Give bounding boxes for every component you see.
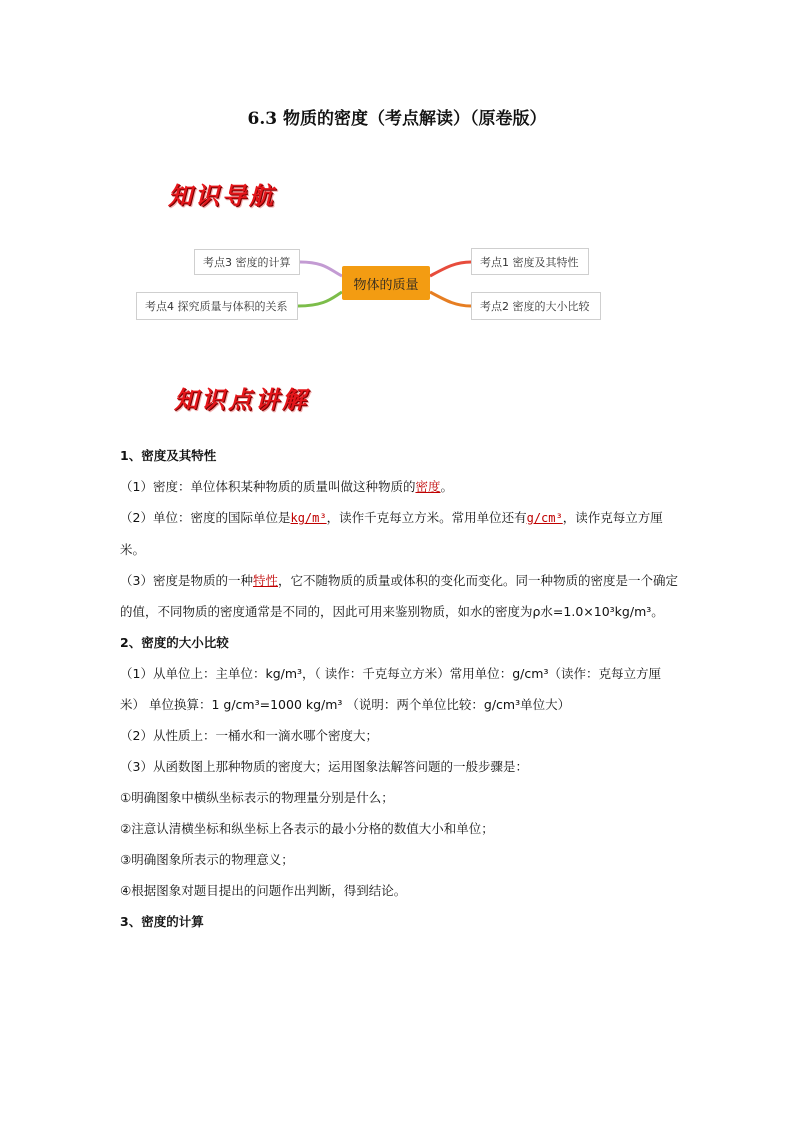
mindmap-center-node: 物体的质量 [342, 266, 430, 300]
list-item: ①明确图象中横纵坐标表示的物理量分别是什么； [120, 790, 394, 805]
list-item: ③明确图象所表示的物理意义； [120, 852, 294, 867]
text: （3）密度是物质的一种 [120, 573, 253, 588]
list-item: ④根据图象对题目提出的问题作出判断，得到结论。 [120, 883, 407, 898]
highlight-term: 特性 [252, 573, 278, 588]
section-heading: 1、密度及其特性 [120, 448, 217, 463]
paragraph: （1）从单位上：主单位：kg/m³，（ 读作：千克每立方米）常用单位：g/cm³（读作：克每立方厘米） 单位换算：1 g/cm³=1000 kg/m³ （说明：两个单位比较：g/cm³单位大） [120, 666, 661, 712]
paragraph: （3）从函数图上那种物质的密度大；运用图象法解答问题的一般步骤是： [120, 759, 528, 774]
mindmap-node-kp4: 考点4 探究质量与体积的关系 [136, 292, 298, 320]
connector-kp2 [430, 292, 471, 306]
list-item: ②注意认清横坐标和纵坐标上各表示的最小分格的数值大小和单位； [120, 821, 494, 836]
highlight-unit: kg/m³ [290, 511, 327, 525]
section-heading: 3、密度的计算 [120, 914, 204, 929]
text: ，读作千克每立方米。常用单位还有 [326, 510, 527, 525]
banner-knowledge-explanation: 知识点讲解 [174, 385, 309, 414]
text: 。 [440, 479, 453, 494]
page-title: 6.3 物质的密度（考点解读）（原卷版） [247, 109, 547, 129]
paragraph [120, 502, 680, 565]
section-heading: 2、密度的大小比较 [120, 635, 229, 650]
mindmap-node-kp1: 考点1 密度及其特性 [471, 248, 589, 275]
mindmap-node-kp2: 考点2 密度的大小比较 [471, 292, 601, 320]
text: ，读作克每立方厘米。 [120, 510, 663, 557]
paragraph [120, 471, 680, 502]
content-body [120, 440, 680, 937]
connector-kp3 [300, 262, 342, 276]
banner-knowledge-navigation: 知识导航 [168, 181, 276, 210]
mindmap-node-kp3: 考点3 密度的计算 [194, 249, 300, 275]
text: （2）单位：密度的国际单位是 [120, 510, 291, 525]
highlight-term: 密度 [415, 479, 441, 494]
paragraph [120, 565, 680, 627]
highlight-unit: g/cm³ [526, 511, 563, 525]
connector-kp1 [430, 262, 471, 276]
text: （1）密度：单位体积某种物质的质量叫做这种物质的 [120, 479, 416, 494]
text: ，它不随物质的质量或体积的变化而变化。同一种物质的密度是一个确定的值，不同物质的密度通常是不同的，因此可用来鉴别物质，如水的密度为ρ水=1.0×10³kg/m³。 [120, 573, 678, 619]
connector-kp4 [298, 292, 342, 306]
paragraph: （2）从性质上：一桶水和一滴水哪个密度大； [120, 728, 378, 743]
